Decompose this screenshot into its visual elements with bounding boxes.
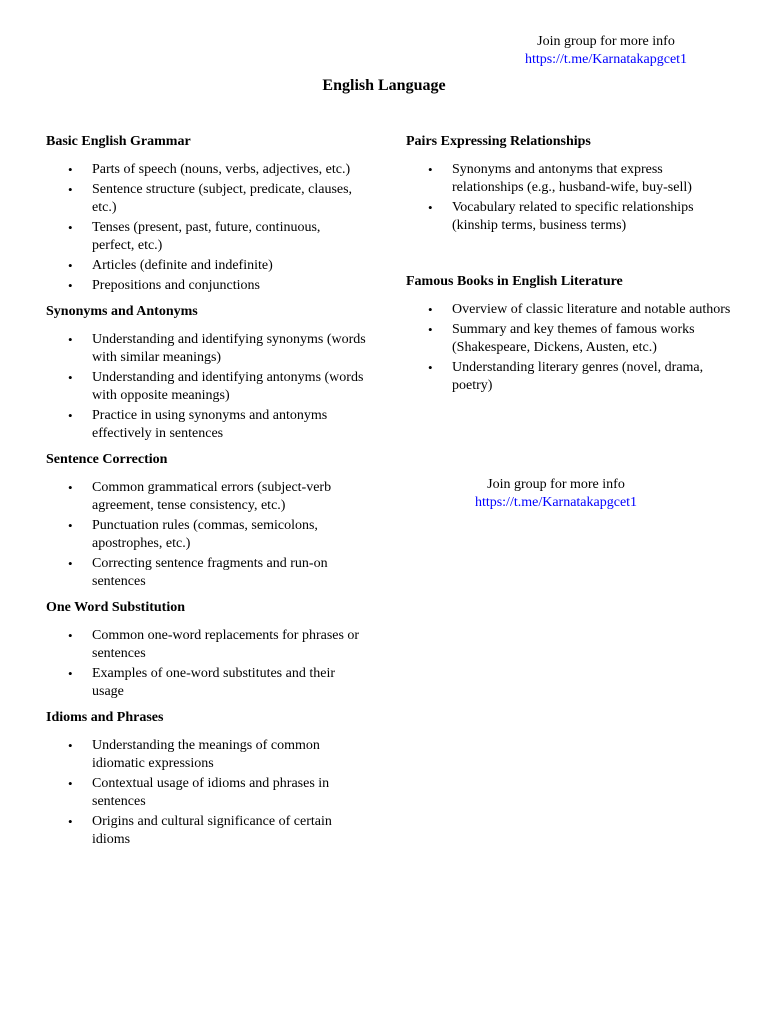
list-item — [406, 161, 736, 197]
bullet-icon: • — [428, 302, 433, 317]
bullet-icon: • — [68, 776, 73, 791]
list-item — [46, 277, 366, 295]
list-item-text: Understanding literary genres (novel, drama, poetry) — [452, 360, 704, 393]
bullet-icon: • — [68, 278, 73, 293]
list-item — [46, 369, 366, 405]
list-item-text: Common grammatical errors (subject-verb agreement, tense consistency, etc.) — [92, 480, 332, 513]
section-idioms-phrases — [46, 709, 366, 849]
list-item — [46, 665, 366, 701]
list-item — [406, 301, 736, 319]
list-item — [406, 359, 736, 395]
bullet-icon: • — [68, 182, 73, 197]
section-one-word-substitution — [46, 599, 366, 701]
section-pairs-relationships — [406, 133, 736, 235]
left-column — [46, 133, 366, 857]
list-item-text: Examples of one-word substitutes and their usage — [92, 666, 336, 699]
bullet-icon: • — [68, 332, 73, 347]
list-item-text: Articles (definite and indefinite) — [92, 258, 273, 273]
list-item-text: Vocabulary related to specific relationships (kinship terms, business terms) — [452, 200, 694, 233]
section-sentence-correction — [46, 451, 366, 591]
bullet-icon: • — [428, 360, 433, 375]
bullet-list — [406, 301, 736, 395]
bullet-list — [46, 479, 366, 591]
bullet-icon: • — [68, 738, 73, 753]
list-item-text: Overview of classic literature and notable authors — [452, 302, 731, 317]
section-heading: Famous Books in English Literature — [406, 274, 623, 289]
bullet-list — [406, 161, 736, 235]
section-heading: Synonyms and Antonyms — [46, 304, 198, 319]
bullet-list — [46, 627, 366, 701]
list-item — [46, 161, 366, 179]
list-item — [46, 517, 366, 553]
section-basic-grammar — [46, 133, 366, 295]
list-item-text: Tenses (present, past, future, continuous, perfect, etc.) — [92, 220, 321, 253]
bullet-icon: • — [68, 220, 73, 235]
right-column — [406, 133, 736, 403]
list-item-text: Prepositions and conjunctions — [92, 278, 260, 293]
list-item — [406, 199, 736, 235]
list-item-text: Synonyms and antonyms that express relationships (e.g., husband-wife, buy-sell) — [452, 162, 692, 195]
middle-join-text: Join group for more info — [487, 477, 625, 492]
middle-group-link[interactable]: https://t.me/Karnatakapgcet1 — [474, 495, 638, 510]
bullet-icon: • — [68, 408, 73, 423]
list-item-text: Parts of speech (nouns, verbs, adjectives, etc.) — [92, 162, 351, 177]
bullet-icon: • — [428, 162, 433, 177]
bullet-icon: • — [68, 370, 73, 385]
list-item-text: Punctuation rules (commas, semicolons, apostrophes, etc.) — [92, 518, 318, 551]
bullet-icon: • — [68, 628, 73, 643]
middle-join-info — [456, 476, 656, 512]
bullet-icon: • — [68, 518, 73, 533]
list-item — [46, 627, 366, 663]
list-item — [46, 813, 366, 849]
list-item-text: Understanding the meanings of common idiomatic expressions — [92, 738, 320, 771]
header-join-text: Join group for more info — [537, 34, 675, 49]
section-heading: One Word Substitution — [46, 600, 186, 615]
bullet-icon: • — [68, 162, 73, 177]
section-spacer — [406, 243, 736, 273]
list-item-text: Practice in using synonyms and antonyms effectively in sentences — [92, 408, 328, 441]
list-item — [46, 737, 366, 773]
bullet-icon: • — [428, 200, 433, 215]
bullet-icon: • — [68, 258, 73, 273]
header-join-info — [500, 33, 712, 69]
page-title: English Language — [322, 77, 446, 94]
list-item-text: Understanding and identifying antonyms (words with opposite meanings) — [92, 370, 364, 403]
list-item-text: Common one-word replacements for phrases or sentences — [92, 628, 360, 661]
list-item — [46, 219, 366, 255]
header-group-link[interactable]: https://t.me/Karnatakapgcet1 — [524, 52, 688, 67]
list-item-text: Summary and key themes of famous works (Shakespeare, Dickens, Austen, etc.) — [452, 322, 695, 355]
list-item — [46, 331, 366, 367]
section-heading: Pairs Expressing Relationships — [406, 134, 591, 149]
list-item-text: Contextual usage of idioms and phrases in sentences — [92, 776, 330, 809]
list-item — [406, 321, 736, 357]
section-heading: Basic English Grammar — [46, 134, 191, 149]
list-item-text: Origins and cultural significance of certain idioms — [92, 814, 332, 847]
bullet-list — [46, 161, 366, 295]
bullet-icon: • — [68, 480, 73, 495]
bullet-icon: • — [68, 556, 73, 571]
bullet-list — [46, 737, 366, 849]
list-item-text: Understanding and identifying synonyms (words with similar meanings) — [92, 332, 366, 365]
bullet-icon: • — [428, 322, 433, 337]
list-item — [46, 555, 366, 591]
section-synonyms-antonyms — [46, 303, 366, 443]
list-item-text: Sentence structure (subject, predicate, clauses, etc.) — [92, 182, 353, 215]
bullet-icon: • — [68, 666, 73, 681]
bullet-icon: • — [68, 814, 73, 829]
list-item — [46, 407, 366, 443]
list-item — [46, 775, 366, 811]
list-item-text: Correcting sentence fragments and run-on sentences — [92, 556, 328, 589]
list-item — [46, 257, 366, 275]
bullet-list — [46, 331, 366, 443]
section-heading: Idioms and Phrases — [46, 710, 164, 725]
list-item — [46, 181, 366, 217]
section-heading: Sentence Correction — [46, 452, 168, 467]
list-item — [46, 479, 366, 515]
section-famous-books — [406, 273, 736, 395]
